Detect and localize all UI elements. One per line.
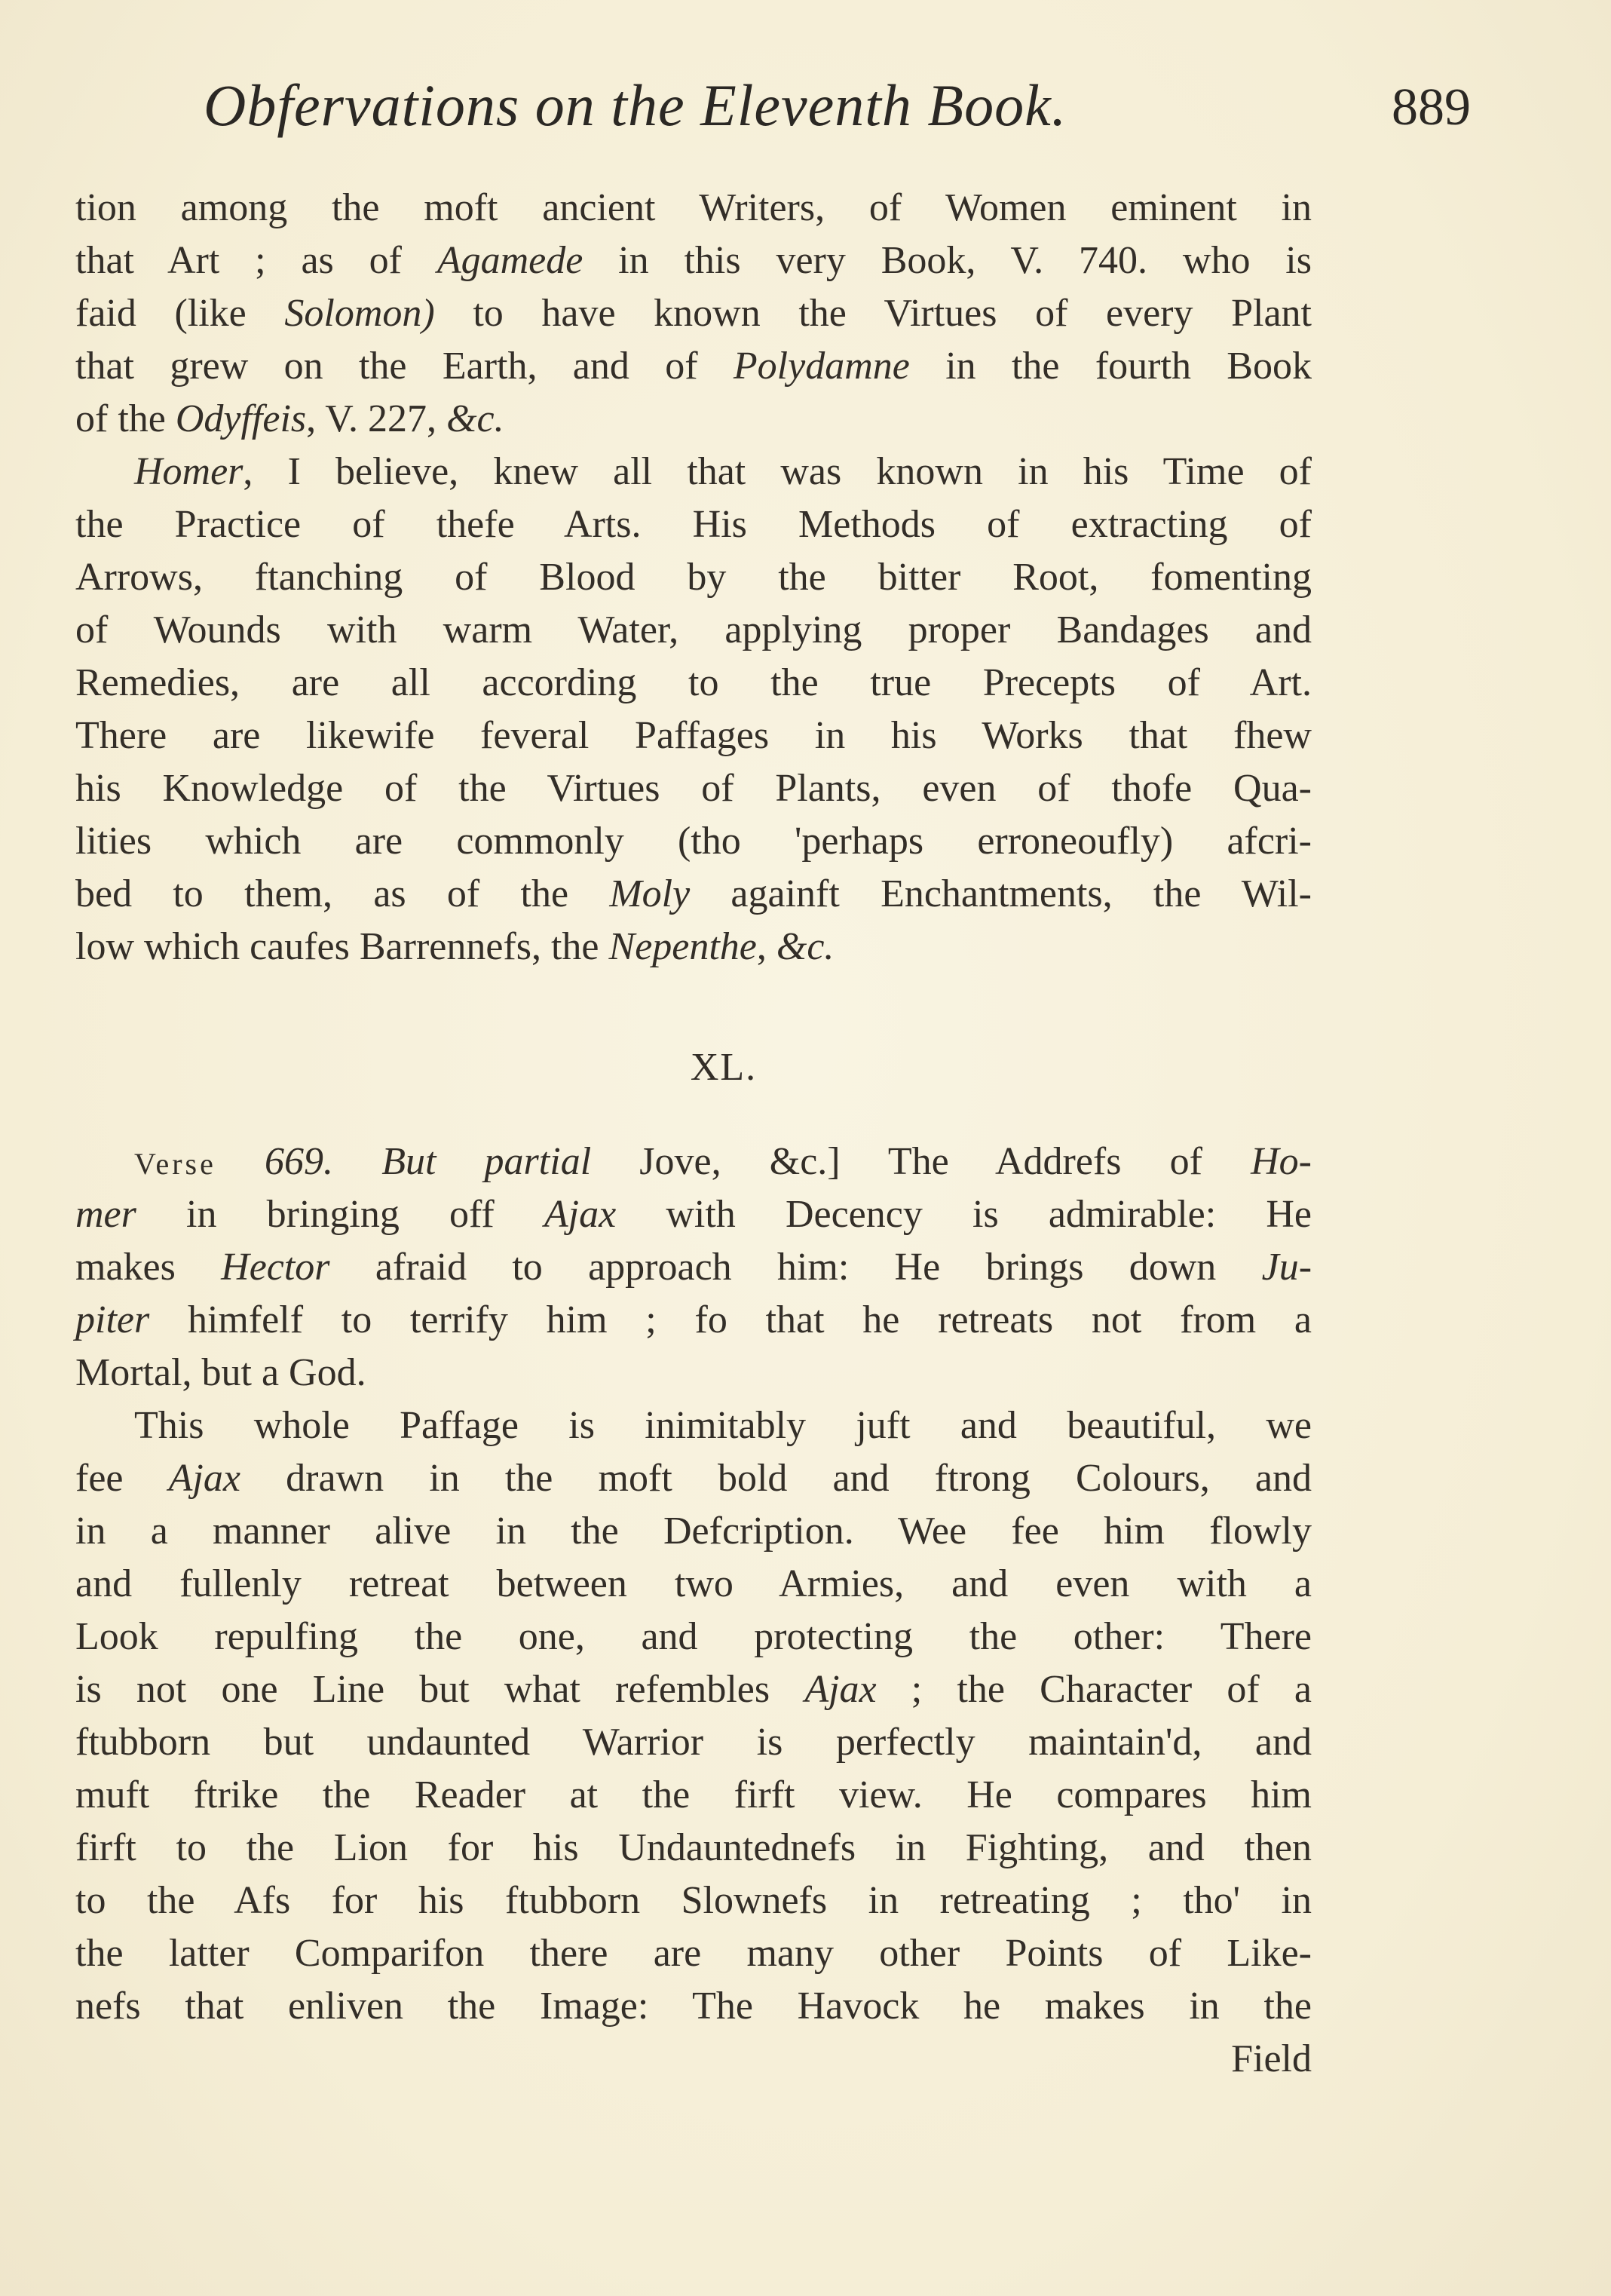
text-line: the Practice of thefe Arts. His Methods of extracting of bbox=[75, 503, 1312, 546]
text-line: There are likewife feveral Paffages in his Works that fhew bbox=[75, 714, 1312, 757]
text-line: the latter Comparifon there are many other Points of Like- bbox=[75, 1932, 1312, 1975]
text-line: makes Hector afraid to approach him: He brings down Ju- bbox=[75, 1246, 1312, 1289]
text-line: Look repulfing the one, and protecting the other: There bbox=[75, 1615, 1312, 1658]
text-line: that Art ; as of Agamede in this very Book, V. 740. who is bbox=[75, 239, 1312, 282]
text-line: mer in bringing off Ajax with Decency is admirable: He bbox=[75, 1193, 1312, 1236]
running-head: Obfervations on the Eleventh Book. bbox=[204, 72, 1067, 138]
text-line: of Wounds with warm Water, applying proper Bandages and bbox=[75, 608, 1312, 651]
text-line: Mortal, but a God. bbox=[75, 1351, 366, 1394]
text-line: nefs that enliven the Image: The Havock he makes in the bbox=[75, 1985, 1312, 2028]
text-line: his Knowledge of the Virtues of Plants, even of thofe Qua- bbox=[75, 767, 1312, 810]
catchword: Field bbox=[1231, 2037, 1312, 2080]
text-line: ftubborn but undaunted Warrior is perfectly maintain'd, and bbox=[75, 1721, 1312, 1764]
text-line: and fullenly retreat between two Armies, and even with a bbox=[75, 1562, 1312, 1605]
text-line: that grew on the Earth, and of Polydamne in the fourth Book bbox=[75, 345, 1312, 388]
text-line: of the Odyffeis, V. 227, &c. bbox=[75, 397, 504, 440]
text-line: Arrows, ftanching of Blood by the bitter Root, fomenting bbox=[75, 556, 1312, 599]
text-line: Verse 669. But partial Jove, &c.] The Addrefs of Ho- bbox=[134, 1140, 1312, 1183]
text-line: lities which are commonly (tho 'perhaps erroneoufly) afcri- bbox=[75, 820, 1312, 863]
text-line: firft to the Lion for his Undauntednefs in Fighting, and then bbox=[75, 1826, 1312, 1869]
text-line: faid (like Solomon) to have known the Virtues of every Plant bbox=[75, 292, 1312, 335]
page-number: 889 bbox=[1392, 78, 1471, 136]
text-line: tion among the moft ancient Writers, of Women eminent in bbox=[75, 186, 1312, 229]
text-line: fee Ajax drawn in the moft bold and ftrong Colours, and bbox=[75, 1457, 1312, 1500]
text-line: Homer, I believe, knew all that was known in his Time of bbox=[134, 450, 1312, 493]
text-line: bed to them, as of the Moly againft Enchantments, the Wil- bbox=[75, 872, 1312, 915]
text-line: is not one Line but what refembles Ajax ; the Character of a bbox=[75, 1668, 1312, 1711]
text-line: in a manner alive in the Defcription. Wee fee him flowly bbox=[75, 1510, 1312, 1553]
text-line: This whole Paffage is inimitably juft and beautiful, we bbox=[134, 1404, 1312, 1447]
text-line: to the Afs for his ftubborn Slownefs in retreating ; tho' in bbox=[75, 1879, 1312, 1922]
text-line: piter himfelf to terrify him ; fo that he retreats not from a bbox=[75, 1298, 1312, 1341]
section-numeral: XL. bbox=[690, 1046, 758, 1089]
text-line: Remedies, are all according to the true Precepts of Art. bbox=[75, 661, 1312, 704]
text-line: muft ftrike the Reader at the firft view. He compares him bbox=[75, 1773, 1312, 1816]
text-line: low which caufes Barrennefs, the Nepenthe, &c. bbox=[75, 925, 835, 968]
